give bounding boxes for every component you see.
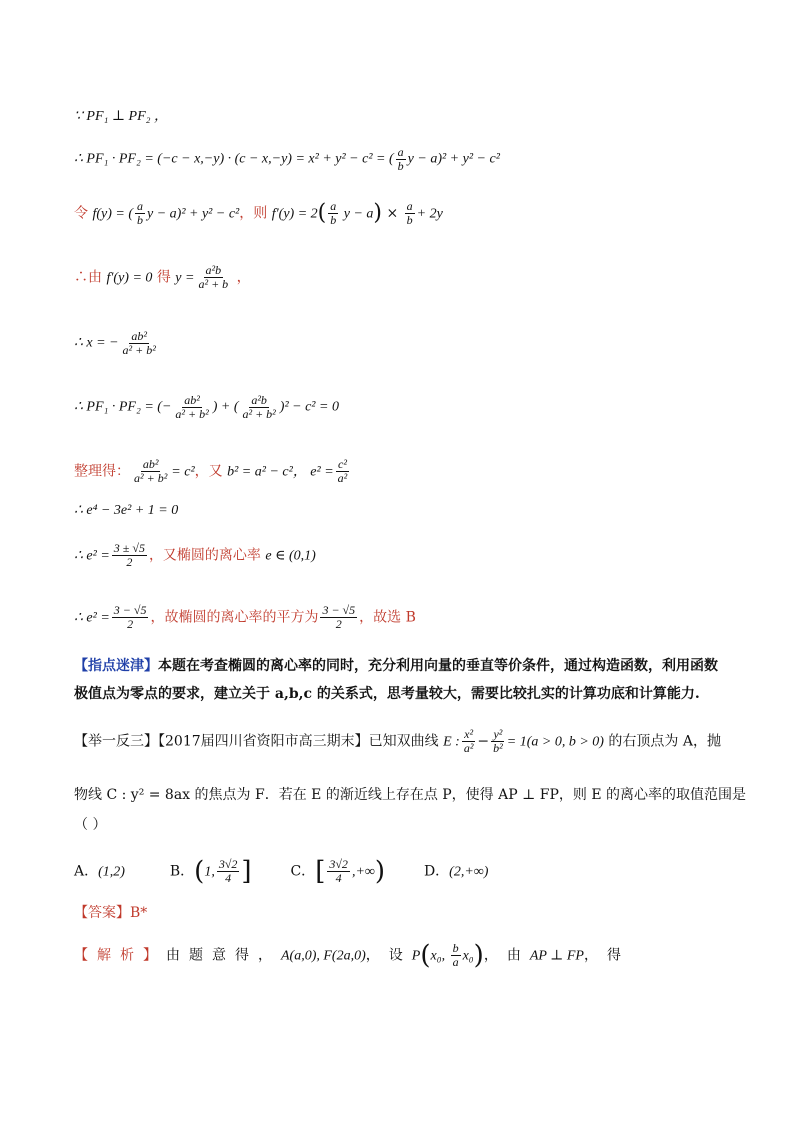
frac-x2-a2: $\frac{\text{x²}}{\text{a²}}$ bbox=[463, 727, 474, 755]
line-10-text: ，故椭圆的离心率的平方为 bbox=[150, 609, 319, 626]
answer-line bbox=[74, 904, 147, 922]
line-3-prefix: 令 bbox=[74, 205, 93, 222]
line-4 bbox=[74, 264, 251, 291]
line-9 bbox=[74, 542, 316, 569]
analysis-text-2: ，设 bbox=[365, 947, 412, 964]
analysis-p: P bbox=[411, 948, 421, 964]
frac-ab2: $\frac{\text{ab²}}{\text{a² + b²}}$ bbox=[122, 329, 156, 357]
frac-b-over-a: $\frac{b}{a}$ bbox=[452, 941, 459, 969]
analysis-line: 【解析】由题意得，A(a,0), F(2a,0)，设P(x₀, $\frac{b}{a}$ x₀)，由AP ⊥ FP，得 bbox=[74, 940, 630, 971]
line-3-then: ，则 bbox=[239, 205, 272, 222]
line-7-b: b² = a² − c² bbox=[227, 464, 293, 480]
frac-y2-b2: $\frac{\text{y²}}{\text{b²}}$ bbox=[493, 727, 503, 755]
frac-e-minus-2: $\frac{3 - √5}{2}$ bbox=[322, 603, 356, 631]
option-c-label[interactable]: C． bbox=[290, 863, 316, 880]
answer-value: B* bbox=[130, 905, 148, 921]
line-1: ∵ PF₁ ⊥ PF₂ ， bbox=[74, 109, 169, 124]
line-3: 令 f(y) = ( $\frac{a}{b}$ y − a)² + y² − c²，则 f′(y) = 2( $\frac{a}{b}$ y − a) × $\frac{a}{b}$ + 2y bbox=[74, 199, 443, 227]
line-9-left: ∴ e² = bbox=[74, 548, 110, 564]
problem-minus: − bbox=[477, 733, 490, 750]
line-3-fy: f(y) = ( bbox=[92, 206, 133, 222]
analysis-px0: x₀ bbox=[462, 948, 474, 964]
line-6 bbox=[74, 394, 339, 421]
problem-line-1 bbox=[74, 728, 721, 755]
line-3-tail: + 2y bbox=[416, 206, 443, 222]
option-d[interactable]: (2,+∞) bbox=[449, 864, 489, 880]
line-7 bbox=[74, 458, 351, 485]
frac-a-over-b: $\frac{a}{b}$ bbox=[397, 145, 404, 173]
analysis-text-4: ，得 bbox=[583, 947, 630, 964]
problem-curve: E : bbox=[443, 734, 460, 750]
problem-text-2: 的右顶点为 A，抛 bbox=[603, 733, 721, 750]
analysis-tag: 【解析】 bbox=[74, 947, 166, 964]
analysis-points: A(a,0), F(2a,0) bbox=[281, 948, 366, 964]
line-9-range: e ∈ (0,1) bbox=[265, 548, 316, 564]
line-4-get: 得 bbox=[152, 269, 176, 286]
frac-3root2-4-2: $\frac{3√2}{4}$ bbox=[329, 857, 348, 885]
line-2 bbox=[74, 146, 500, 173]
line-3-mid: y − a)² + y² − c² bbox=[147, 206, 240, 222]
line-4-eq: f′(y) = 0 bbox=[106, 270, 153, 286]
option-b-label[interactable]: B． bbox=[169, 863, 195, 880]
line-2-right: y − a)² + y² − c² bbox=[407, 151, 500, 167]
option-a[interactable]: (1,2) bbox=[98, 864, 125, 880]
problem-source: 【2017届四川省资阳市高三期末】 bbox=[158, 733, 369, 750]
line-7-e: ， e² = bbox=[292, 464, 334, 480]
analysis-text-1: 由题意得， bbox=[166, 947, 281, 964]
line-4-comma: ， bbox=[232, 269, 251, 286]
line-8: ∴ e⁴ − 3e² + 1 = 0 bbox=[74, 503, 179, 518]
frac-c2-a2: $\frac{\text{c²}}{\text{a²}}$ bbox=[337, 457, 348, 485]
line-4-prefix: ∴由 bbox=[74, 269, 107, 286]
frac-e-minus: $\frac{3 - √5}{2}$ bbox=[113, 603, 147, 631]
frac-ab2-2: $\frac{\text{ab²}}{\text{a² + b²}}$ bbox=[175, 393, 209, 421]
line-6-left: ∴ PF₁ · PF₂ = (− bbox=[74, 399, 172, 415]
analysis-text-3: ，由 bbox=[483, 947, 530, 964]
line-2-left: ∴ PF₁ · PF₂ = (−c − x,−y) · (c − x,−y) = x² + y² − c² = ( bbox=[74, 151, 394, 167]
frac-a-over-b-4: $\frac{a}{b}$ bbox=[406, 199, 413, 227]
frac-ab2-3: $\frac{\text{ab²}}{\text{a² + b²}}$ bbox=[134, 457, 168, 485]
problem-text-1: 已知双曲线 bbox=[368, 733, 444, 750]
line-7-label: 整理得： bbox=[74, 463, 130, 480]
line-4-y: y = bbox=[175, 270, 195, 286]
line-6-right: )² − c² = 0 bbox=[279, 399, 339, 415]
problem-tag: 【举一反三】 bbox=[74, 733, 158, 750]
frac-e-pm: $\frac{3 \pm √5}{2}$ bbox=[113, 541, 145, 569]
problem-paren: （ ） bbox=[74, 817, 107, 833]
frac-3root2-4: $\frac{3√2}{4}$ bbox=[218, 857, 238, 885]
tip-text: 本题在考查椭圆的离心率的同时，充分利用向量的垂直等价条件，通过构造函数，利用函数极值点为零点的要求，建立关于 a,b,c 的关系式，思考量较大，需要比较扎实的计算功底和计算能力. bbox=[74, 658, 718, 702]
line-10-left: ∴ e² = bbox=[74, 610, 110, 626]
line-7-eq: = c² bbox=[171, 464, 195, 480]
tip-paragraph bbox=[74, 652, 724, 708]
line-5 bbox=[74, 330, 160, 357]
option-b-pre: 1, bbox=[204, 864, 215, 880]
frac-a-over-b-3: $\frac{a}{b}$ bbox=[330, 199, 337, 227]
options-row: A．(1,2) B．(1, $\frac{3√2}{4}$ ] C．[ $\frac{3√2}{4}$ ,+∞) D．(2,+∞) bbox=[74, 856, 489, 887]
paren-close: ) bbox=[373, 200, 382, 226]
line-10-end: ，故选 B bbox=[359, 609, 416, 626]
option-d-label[interactable]: D． bbox=[423, 863, 450, 880]
line-6-mid: ) + ( bbox=[212, 399, 239, 415]
problem-cond: = 1(a > 0, b > 0) bbox=[506, 734, 604, 750]
frac-a2b-2: $\frac{\text{a²b}}{\text{a² + b²}}$ bbox=[242, 393, 276, 421]
frac-a-over-b-2: $\frac{a}{b}$ bbox=[137, 199, 143, 227]
line-5-x: ∴ x = − bbox=[74, 335, 119, 351]
option-c-post: ,+∞ bbox=[351, 864, 375, 880]
analysis-perp: AP ⊥ FP bbox=[529, 948, 584, 964]
line-9-text: ，又椭圆的离心率 bbox=[148, 547, 266, 564]
line-7-also: ，又 bbox=[194, 463, 228, 480]
frac-a2b: $\frac{\text{a²b}}{\text{a² + b}}$ bbox=[198, 263, 229, 291]
paren-open: ( bbox=[317, 200, 327, 226]
line-3-deriv: f′(y) = 2 bbox=[271, 206, 318, 222]
analysis-px: x₀, bbox=[430, 948, 449, 964]
tip-tag: 【指点迷津】 bbox=[74, 658, 158, 674]
answer-tag: 【答案】 bbox=[74, 905, 130, 921]
option-a-label[interactable]: A． bbox=[74, 863, 99, 880]
line-10 bbox=[74, 604, 416, 631]
problem-line-2: 物线 C : y² = 8ax 的焦点为 F．若在 E 的渐近线上存在点 P，使得 AP ⊥ FP，则 E 的离心率的取值范围是 bbox=[74, 787, 746, 803]
